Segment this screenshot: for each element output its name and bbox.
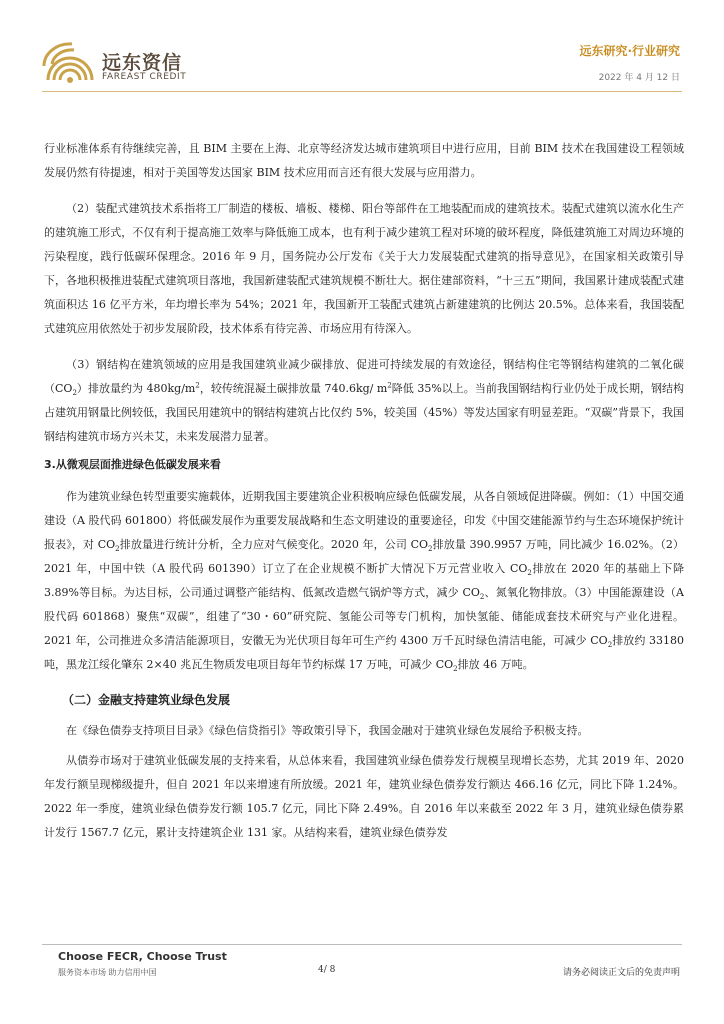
page-header (0, 0, 724, 100)
header-divider (42, 91, 682, 92)
brand-name-en: FAREAST CREDIT (102, 72, 187, 82)
footer-tagline: 服务资本市场 助力信用中国 (58, 968, 157, 977)
paragraph-policy: 在《绿色债券支持项目目录》《绿色信贷指引》等政策引导下，我国金融对于建筑业绿色发展给予积极支持。 (66, 724, 589, 737)
report-date: 2022 年 4 月 12 日 (598, 73, 680, 83)
footer-disclaimer: 请务必阅读正文后的免责声明 (562, 968, 680, 978)
footer-slogan: Choose FECR, Choose Trust (58, 950, 227, 963)
fareast-logo-icon (42, 40, 100, 88)
footer-divider (42, 944, 682, 945)
paragraph-bim: 行业标准体系有待继续完善，且 BIM 主要在上海、北京等经济发达城市建筑项目中进行应用，目前 BIM 技术在我国建设工程领域发展仍然有待提速，相对于美国等发达国家 BIM 技术应用而言还有很大发展与应用潜力。 (44, 142, 684, 179)
section-heading-micro: 3.从微观层面推进绿色低碳发展来看 (44, 458, 221, 471)
paragraph-bonds: 从债券市场对于建筑业低碳发展的支持来看，从总体来看，我国建筑业绿色债券发行规模呈现增长态势，尤其 2019 年、2020 年发行额呈现梯级提升，但自 2021 年以来增速有所放缓。2021 年，建筑业绿色债券发行额达 466.16 亿元，同比下降 1.24%。2022 年一季度，建筑业绿色债券发行额 105.7 亿元，同比下降 2.49%。自 2016 年以来截至 2022 年 3 月，建筑业绿色债券累计发行 1567.7 亿元，累计支持建筑企业 131 家。从结构来看，建筑业绿色债券发 (44, 754, 684, 839)
paragraph-steel: （3）钢结构在建筑领域的应用是我国建筑业减少碳排放、促进可持续发展的有效途径，钢结构住宅等钢结构建筑的二氧化碳$(CO_2)$排放量约为 $480kg/m^2$，较传统混凝土碳排放量 740.6kg/ $m^2$降低 35%以上。当前我国钢结构行业仍处于成长期，钢结构占建筑用钢量比例较低，我国民用建筑中的钢结构建筑占比仅约 5%，较美国（45%）等发达国家有明显差距。“双碳”背景下，我国钢结构建筑市场方兴未艾，未来发展潜力显著。 (44, 358, 685, 443)
paragraph-prefab: （2）装配式建筑技术系指将工厂制造的楼板、墙板、楼梯、阳台等部件在工地装配而成的建筑技术。装配式建筑以流水化生产的建筑施工形式，不仅有利于提高施工效率与降低施工成本，也有利于减少建筑工程对环境的破坏程度，降低建筑施工对周边环境的污染程度，践行低碳环保理念。2016 年 9 月，国务院办公厅发布《关于大力发展装配式建筑的指导意见》，在国家相关政策引导下，各地积极推进装配式建筑项目落地，我国新建装配式建筑规模不断壮大。据住建部资料，“十三五”期间，我国累计建成装配式建筑面积达 16 亿平方米，年均增长率为 54%；2021 年，我国新开工装配式建筑占新建建筑的比例达 20.5%。总体来看，我国装配式建筑应用依然处于初步发展阶段，技术体系有待完善、市场应用有待深入。 (44, 202, 684, 335)
paragraph-enterprises: 作为建筑业绿色转型重要实施载体，近期我国主要建筑企业积极响应绿色低碳发展，从各自领域促进降碳。例如：（1）中国交通建设（A 股代码 601800）将低碳发展作为重要发展战略和生态文明建设的重要途径，印发《中国交建能源节约与生态环境保护统计报表》，对 $CO_2$排放量进行统计分析，全力应对气候变化。2020 年，公司 $CO_2$排放量 390.9957 万吨，同比减少 16.02%。（2）2021 年，中国中铁（A 股代码 601390）订立了在企业规模不断扩大情况下万元营业收入 $CO_2$排放在 2020 年的基础上下降 3.89%等目标。为达目标，公司通过调整产能结构、低氮改造燃气锅炉等方式，减少 $CO_2$、氮氧化物排放。（3）中国能源建设（A 股代码 601868）聚焦“双碳”，组建了“30・60”研究院、氢能公司等专门机构，加快氢能、储能成套技术研究与产业化进程。2021 年，公司推进众多清洁能源项目，安徽无为光伏项目每年可生产约 4300 万千瓦时绿色清洁电能，可减少 $CO_2$排放约 33180 吨，黑龙江绥化肇东 2×40 兆瓦生物质发电项目每年节约标煤 17 万吨，可减少 $CO_2$排放 46 万吨。 (44, 490, 684, 674)
section-heading-finance: （二）金融支持建筑业绿色发展 (62, 693, 231, 707)
page-number: 4/ 8 (318, 965, 336, 975)
report-type: 远东研究·行业研究 (579, 44, 680, 58)
document-body (44, 137, 684, 845)
brand-name-cn: 远东资信 (102, 52, 183, 74)
